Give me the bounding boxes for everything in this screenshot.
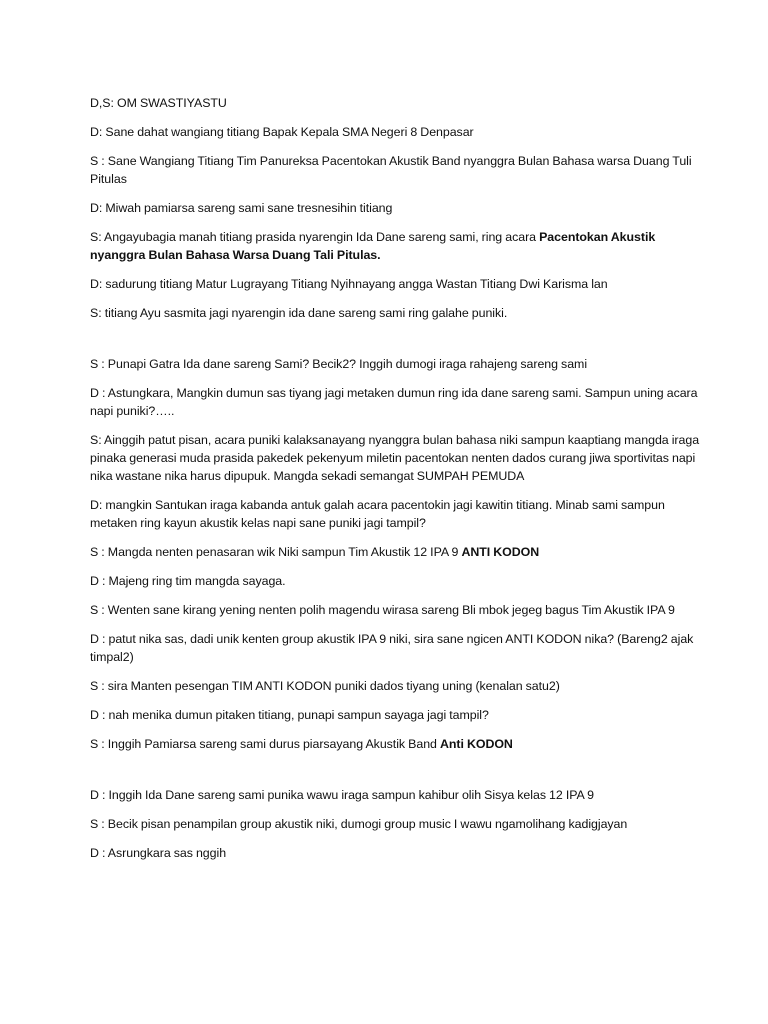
dialogue-paragraph	[90, 706, 710, 724]
dialogue-paragraph	[90, 496, 710, 532]
dialogue-paragraph	[90, 815, 710, 833]
text-segment: S : Wenten sane kirang yening nenten polih magendu wirasa sareng Bli mbok jegeg bagus Tim Akustik IPA 9	[90, 603, 675, 617]
text-segment: S : Mangda nenten penasaran wik Niki sampun Tim Akustik 12 IPA 9	[90, 545, 462, 559]
dialogue-paragraph	[90, 735, 710, 753]
dialogue-paragraph	[90, 384, 710, 420]
text-segment: D : nah menika dumun pitaken titiang, punapi sampun sayaga jagi tampil?	[90, 708, 489, 722]
dialogue-paragraph	[90, 228, 710, 264]
text-segment: S : Inggih Pamiarsa sareng sami durus piarsayang Akustik Band	[90, 737, 440, 751]
dialogue-paragraph	[90, 844, 710, 862]
dialogue-paragraph	[90, 543, 710, 561]
text-segment: S : Sane Wangiang Titiang Tim Panureksa Pacentokan Akustik Band nyanggra Bulan Bahasa warsa Duang Tuli Pitulas	[90, 154, 692, 186]
dialogue-paragraph	[90, 786, 710, 804]
bold-text-segment: Anti KODON	[439, 737, 513, 751]
text-segment: D: sadurung titiang Matur Lugrayang Titiang Nyihnayang angga Wastan Titiang Dwi Karisma lan	[90, 277, 608, 291]
bold-text-segment: Pacentokan Akustik nyanggra Bulan Bahasa Warsa Duang Tali Pitulas.	[90, 230, 656, 262]
text-segment: S: Ainggih patut pisan, acara puniki kalaksanayang nyanggra bulan bahasa niki sampun kaaptiang mangda iraga pinaka generasi muda prasida pakedek pekenyum miletin pacentokan nenten dados curang jiwa sportivitas napi nika wastane nika harus dipupuk. Mangda sekadi semangat SUMPAH PEMUDA	[90, 433, 700, 483]
dialogue-paragraph	[90, 355, 710, 373]
text-segment: D,S: OM SWASTIYASTU	[90, 96, 227, 110]
text-segment: D : Inggih Ida Dane sareng sami punika wawu iraga sampun kahibur olih Sisya kelas 12 IPA 9	[90, 788, 594, 802]
text-segment: D : Astungkara, Mangkin dumun sas tiyang jagi metaken dumun ring ida dane sareng sami. Sampun uning acara napi puniki?…..	[90, 386, 698, 418]
dialogue-paragraph	[90, 304, 710, 322]
dialogue-paragraph	[90, 677, 710, 695]
text-segment: S: titiang Ayu sasmita jagi nyarengin ida dane sareng sami ring galahe puniki.	[90, 306, 508, 320]
dialogue-paragraph	[90, 275, 710, 293]
text-segment: S : Punapi Gatra Ida dane sareng Sami? Becik2? Inggih dumogi iraga rahajeng sareng sami	[90, 357, 588, 371]
text-segment: S : sira Manten pesengan TIM ANTI KODON puniki dados tiyang uning (kenalan satu2)	[90, 679, 560, 693]
dialogue-paragraph	[90, 123, 710, 141]
text-segment: D: mangkin Santukan iraga kabanda antuk galah acara pacentokin jagi kawitin titiang. Minab sami sampun metaken ring kayun akustik kelas napi sane puniki jagi tampil?	[90, 498, 665, 530]
dialogue-paragraph	[90, 431, 710, 485]
dialogue-paragraph	[90, 572, 710, 590]
text-segment: D : Majeng ring tim mangda sayaga.	[90, 574, 286, 588]
text-segment: S: Angayubagia manah titiang prasida nyarengin Ida Dane sareng sami, ring acara	[90, 230, 540, 244]
text-segment: D: Sane dahat wangiang titiang Bapak Kepala SMA Negeri 8 Denpasar	[90, 125, 474, 139]
text-segment: D : patut nika sas, dadi unik kenten group akustik IPA 9 niki, sira sane ngicen ANTI KODON nika? (Bareng2 ajak timpal2)	[90, 632, 694, 664]
dialogue-paragraph	[90, 94, 710, 112]
text-segment: D : Asrungkara sas nggih	[90, 846, 227, 860]
paragraph-spacer	[90, 333, 710, 355]
dialogue-paragraph	[90, 630, 710, 666]
bold-text-segment: ANTI KODON	[461, 545, 540, 559]
text-segment: D: Miwah pamiarsa sareng sami sane tresnesihin titiang	[90, 201, 393, 215]
text-segment: S : Becik pisan penampilan group akustik niki, dumogi group music I wawu ngamolihang kadigjayan	[90, 817, 628, 831]
paragraph-spacer	[90, 764, 710, 786]
document-page	[90, 94, 710, 873]
dialogue-paragraph	[90, 601, 710, 619]
dialogue-paragraph	[90, 152, 710, 188]
dialogue-paragraph	[90, 199, 710, 217]
